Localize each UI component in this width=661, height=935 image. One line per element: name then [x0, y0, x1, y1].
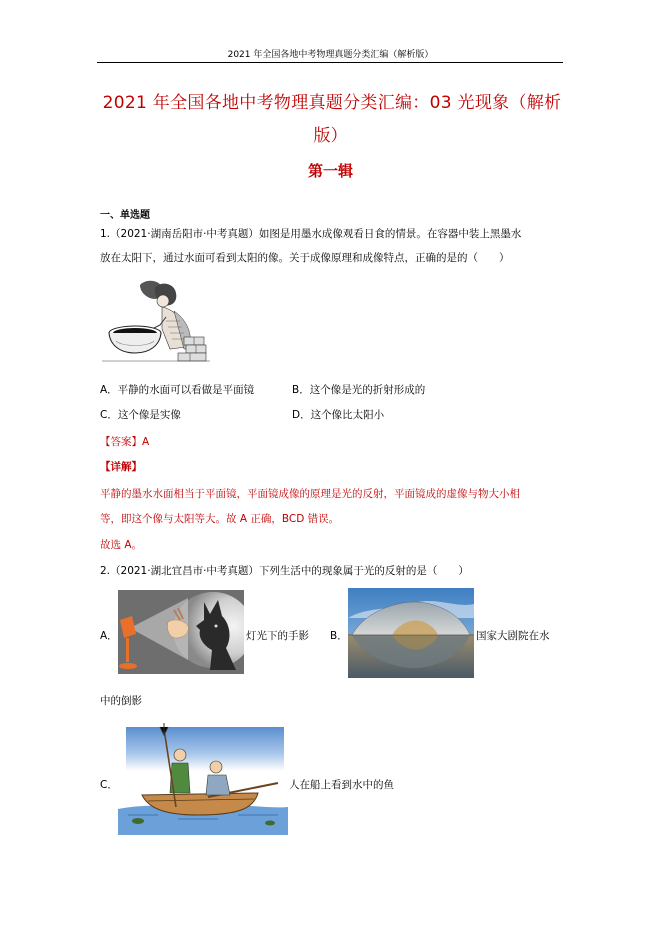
q1-conclusion: 故选 A。 [100, 539, 143, 551]
q2-option-c-label: C． [100, 779, 118, 791]
q2-option-b-label: B． [330, 630, 348, 642]
q2-option-a-text: 灯光下的手影 [246, 630, 309, 642]
q2-option-c-text: 人在船上看到水中的鱼 [289, 779, 394, 791]
q2-option-b-image [348, 588, 474, 678]
boat-fishing-image [118, 723, 288, 835]
q2-option-c-image [118, 723, 288, 835]
national-grand-theater-image [348, 588, 474, 678]
q1-illustration [100, 277, 212, 365]
title-line-2: 版） [313, 126, 348, 146]
section-heading: 一、单选题 [100, 210, 150, 221]
q1-stem-line-1: 1.（2021·湖南岳阳市·中考真题）如图是用墨水成像观看日食的情景。在容器中装上黑墨水 [100, 228, 522, 240]
q2-option-b-text-cont: 中的倒影 [100, 695, 142, 707]
page-header: 2021 年全国各地中考物理真题分类汇编（解析版） [227, 50, 434, 60]
q2-stem: 2.（2021·湖北宜昌市·中考真题）下列生活中的现象属于光的反射的是（ ） [100, 565, 469, 577]
subtitle: 第一辑 [307, 162, 353, 180]
q1-option-d: D．这个像比太阳小 [292, 409, 385, 421]
q1-option-a: A．平静的水面可以看做是平面镜 [100, 384, 255, 396]
q1-detail-label: 【详解】 [100, 461, 142, 473]
title-line-1: 2021 年全国各地中考物理真题分类汇编：03 光现象（解析 [102, 93, 562, 113]
hand-shadow-image [118, 590, 244, 674]
solar-eclipse-observation-image [100, 277, 212, 365]
q2-option-a-label: A． [100, 630, 118, 642]
q2-option-b-text: 国家大剧院在水 [476, 630, 550, 642]
q2-option-a-image [118, 590, 244, 674]
q1-stem-line-2: 放在太阳下，通过水面可看到太阳的像。关于成像原理和成像特点，正确的是的（ ） [100, 252, 510, 264]
q1-option-c: C．这个像是实像 [100, 409, 181, 421]
q1-answer: 【答案】A [100, 436, 150, 448]
q1-detail-line-2: 等，即这个像与太阳等大。故 A 正确，BCD 错误。 [100, 513, 340, 525]
q1-detail-line-1: 平静的墨水水面相当于平面镜，平面镜成像的原理是光的反射，平面镜成的虚像与物大小相 [100, 488, 520, 500]
header-rule [97, 62, 563, 63]
q1-option-b: B．这个像是光的折射形成的 [292, 384, 426, 396]
